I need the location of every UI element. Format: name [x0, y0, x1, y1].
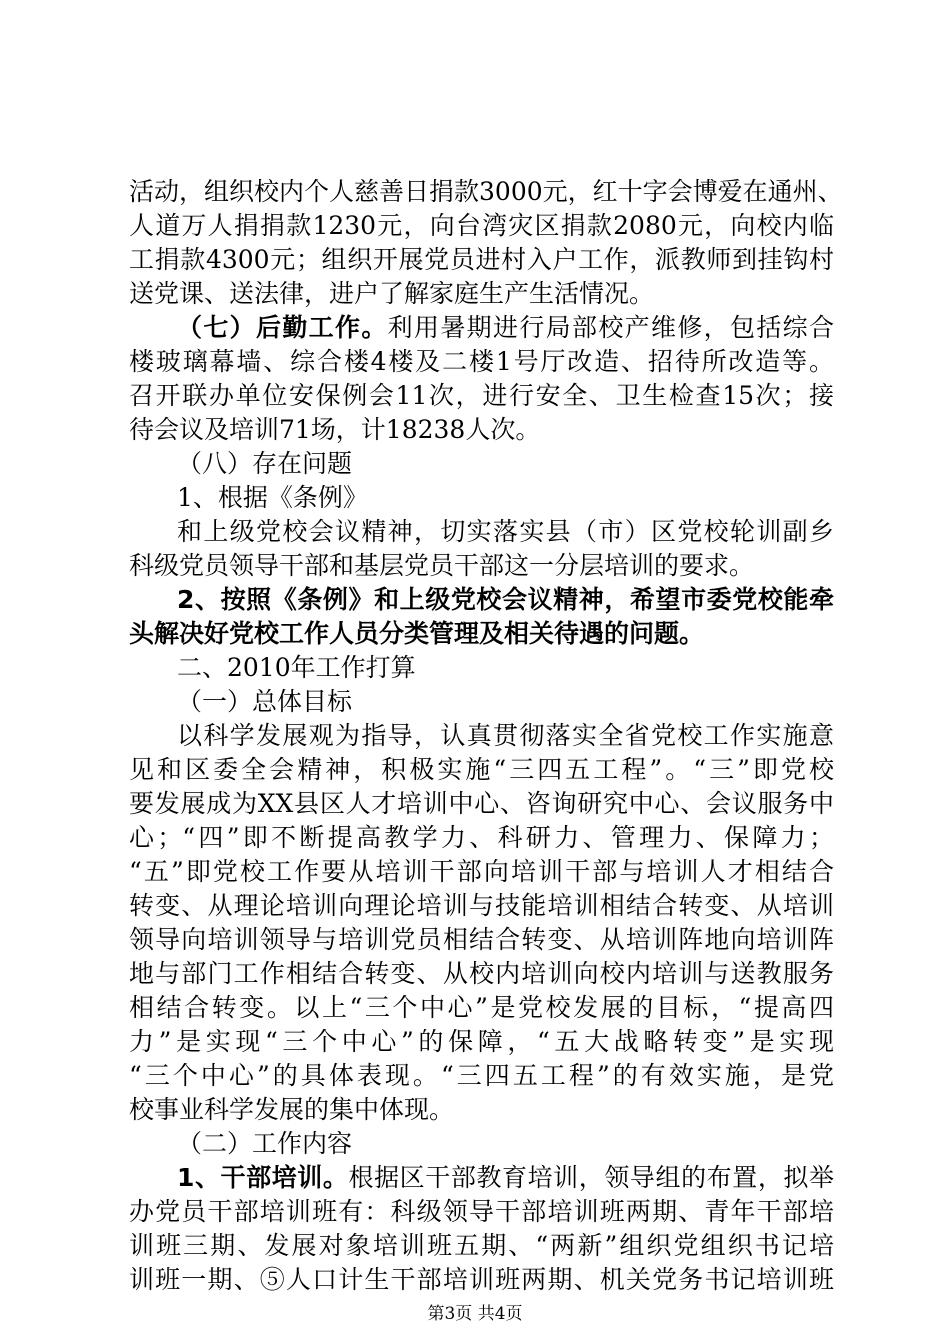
body-line: 工捐款4300元；组织开展党员进村入户工作，派教师到挂钩村 [129, 245, 834, 274]
body-line: 心；“四”即不断提高教学力、科研力、管理力、保障力； [129, 823, 834, 852]
section-7-heading: （七）后勤工作。 [177, 313, 388, 342]
section-7-line [177, 311, 834, 345]
body-line: 办党员干部培训班有：科级领导干部培训班两期、青年干部培 [129, 1197, 834, 1226]
item-1-line [177, 1161, 834, 1195]
body-line: 地与部门工作相结合转变、从校内培训向校内培训与送教服务 [129, 959, 834, 988]
body-line: 人道万人捐捐款1230元，向台湾灾区捐款2080元，向校内临 [129, 211, 834, 240]
body-line: 要发展成为XX县区人才培训中心、咨询研究中心、会议服务中 [129, 789, 834, 818]
part-2-heading: 二、2010年工作打算 [177, 653, 416, 682]
issue-2-line: 2、按照《条例》和上级党校会议精神，希望市委党校能牵 [177, 585, 834, 614]
item-1-heading: 1、干部培训。 [177, 1163, 349, 1192]
body-line: 校事业科学发展的集中体现。 [129, 1095, 455, 1124]
body-line: 见和区委全会精神，积极实施“三四五工程”。“三”即党校 [129, 755, 834, 784]
subsection-1-heading: （一）总体目标 [177, 687, 353, 716]
body-line: 和上级党校会议精神，切实落实县（市）区党校轮训副乡 [177, 517, 834, 546]
body-line: 力”是实现“三个中心”的保障，“五大战略转变”是实现 [129, 1027, 834, 1056]
subsection-2-heading: （二）工作内容 [177, 1129, 353, 1158]
body-line: “三个中心”的具体表现。“三四五工程”的有效实施，是党 [129, 1061, 834, 1090]
body-line: 召开联办单位安保例会11次，进行安全、卫生检查15次；接 [129, 381, 834, 410]
body-line: 送党课、送法律，进户了解家庭生产生活情况。 [129, 279, 655, 308]
section-8-heading: （八）存在问题 [177, 449, 353, 478]
body-line: 转变、从理论培训向理论培训与技能培训相结合转变、从培训 [129, 891, 834, 920]
page-footer: 第3页 共4页 [427, 1304, 523, 1324]
issue-1-heading: 1、根据《条例》 [177, 483, 368, 512]
body-line: 训班一期、⑤人口计生干部培训班两期、机关党务书记培训班 [129, 1265, 834, 1294]
body-line: 领导向培训领导与培训党员相结合转变、从培训阵地向培训阵 [129, 925, 834, 954]
body-line: 相结合转变。以上“三个中心”是党校发展的目标，“提高四 [129, 993, 834, 1022]
body-line: “五”即党校工作要从培训干部向培训干部与培训人才相结合 [129, 857, 834, 886]
issue-2-line: 头解决好党校工作人员分类管理及相关待遇的问题。 [129, 619, 705, 648]
item-1-text: 根据区干部教育培训，领导组的布置，拟举 [348, 1163, 834, 1192]
body-line: 楼玻璃幕墙、综合楼4楼及二楼1号厅改造、招待所改造等。 [129, 347, 834, 376]
body-line: 活动，组织校内个人慈善日捐款3000元，红十字会博爱在通州、 [129, 177, 843, 206]
body-line: 以科学发展观为指导，认真贯彻落实全省党校工作实施意 [177, 721, 834, 750]
section-7-text: 利用暑期进行局部校产维修，包括综合 [387, 313, 834, 342]
body-line: 待会议及培训71场，计18238人次。 [129, 415, 541, 444]
body-line: 训班三期、发展对象培训班五期、“两新”组织党组织书记培 [129, 1231, 834, 1260]
body-line: 科级党员领导干部和基层党员干部这一分层培训的要求。 [129, 551, 755, 580]
